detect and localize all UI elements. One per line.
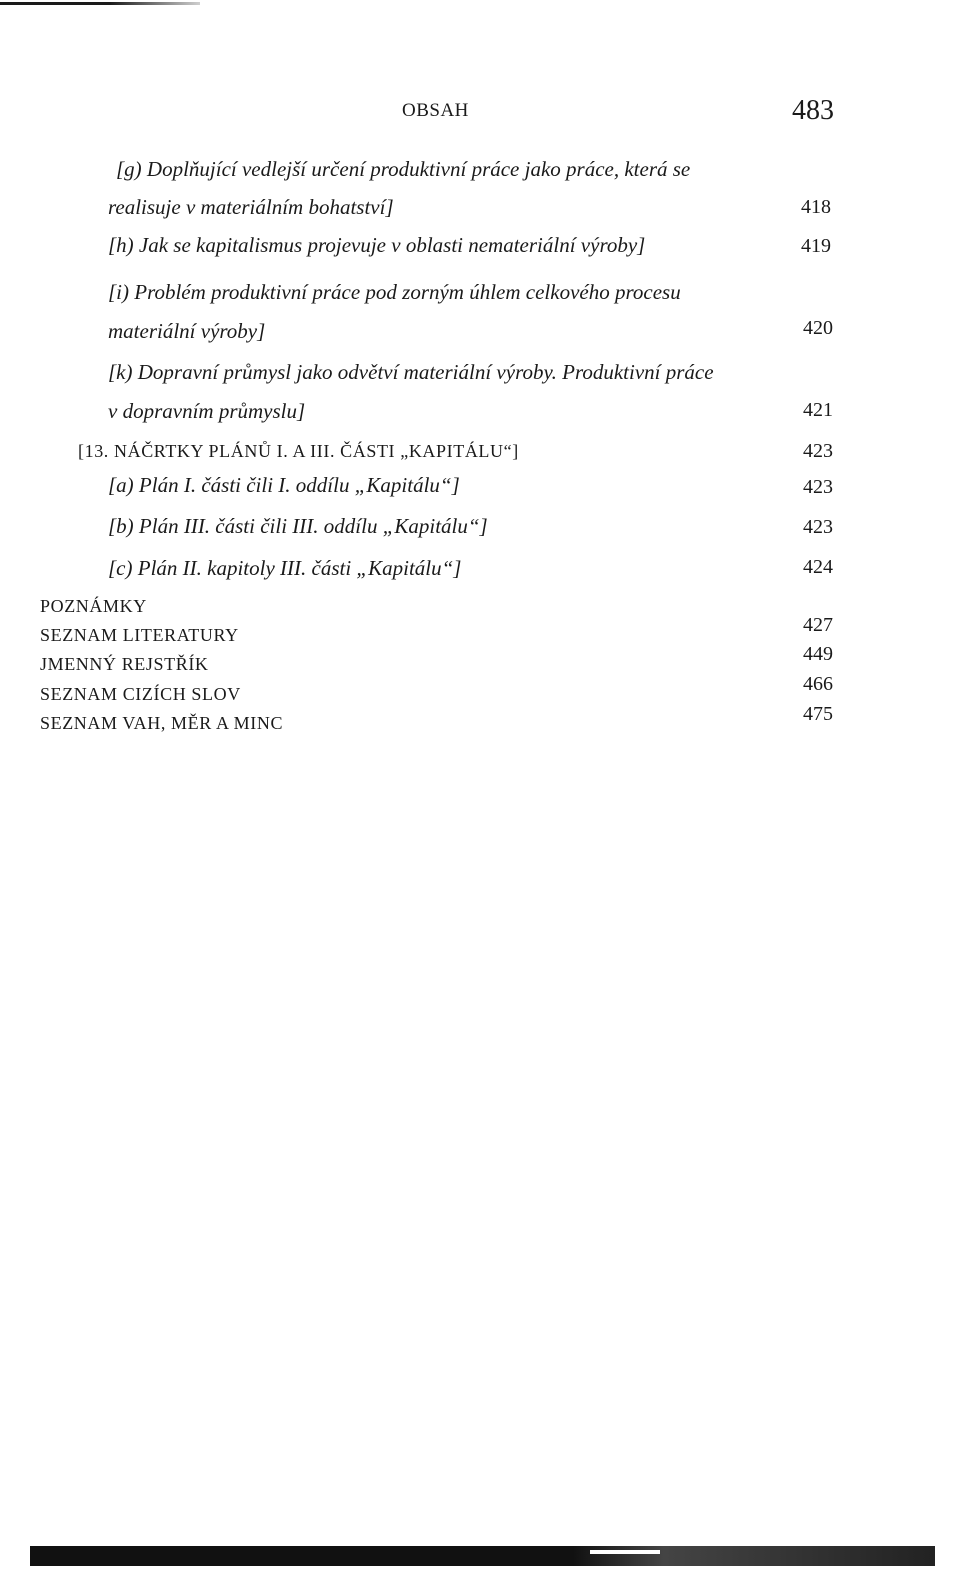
toc-entry-i-line1: [i) Problém produktivní práce pod zorným úhlem celkového procesu [108, 280, 681, 304]
toc-entry-h-page: 419 [801, 235, 831, 257]
toc-entry-a-line: [a) Plán I. části čili I. oddílu „Kapitálu“] [108, 473, 460, 497]
back-matter-label-literatura: SEZNAM LITERATURY [40, 625, 239, 645]
toc-entry-k-page: 421 [803, 399, 833, 421]
toc-entry-k-line1: [k) Dopravní průmysl jako odvětví materiální výroby. Produktivní práce [108, 360, 714, 384]
back-matter-page-rejstrik: 466 [803, 673, 833, 695]
toc-section-13-page: 423 [803, 440, 833, 462]
toc-entry-g-line2: realisuje v materiálním bohatství] [108, 195, 394, 219]
toc-entry-b-page: 423 [803, 516, 833, 538]
toc-entry-b-line: [b) Plán III. části čili III. oddílu „Kapitálu“] [108, 514, 488, 538]
back-matter-page-poznamky: 427 [803, 614, 833, 636]
page-number: 483 [792, 95, 834, 126]
scan-bottom-edge [30, 1546, 935, 1566]
toc-section-13: [13. NÁČRTKY PLÁNŮ I. A III. ČÁSTI „KAPITÁLU“] [78, 441, 519, 461]
toc-entry-h-line1: [h) Jak se kapitalismus projevuje v oblasti nemateriální výroby] [108, 233, 646, 257]
toc-entry-g-line1: [g) Doplňující vedlejší určení produktivní práce jako práce, která se [116, 157, 691, 181]
back-matter-page-cizi-slova: 475 [803, 703, 833, 725]
toc-entry-i-line2: materiální výroby] [108, 319, 266, 343]
toc-entry-k-line2: v dopravním průmyslu] [108, 399, 306, 423]
toc-entry-c-line: [c) Plán II. kapitoly III. části „Kapitálu“] [108, 556, 462, 580]
toc-entry-c-page: 424 [803, 556, 833, 578]
toc-entry-g-page: 418 [801, 196, 831, 218]
back-matter-page-literatura: 449 [803, 643, 833, 665]
back-matter-label-poznamky: POZNÁMKY [40, 596, 147, 616]
back-matter-label-rejstrik: JMENNÝ REJSTŘÍK [40, 654, 209, 674]
toc-entry-a-page: 423 [803, 476, 833, 498]
back-matter-label-vahy-miry: SEZNAM VAH, MĚR A MINC [40, 713, 284, 733]
back-matter-label-cizi-slova: SEZNAM CIZÍCH SLOV [40, 684, 241, 704]
running-header-title: OBSAH [402, 100, 469, 121]
scan-top-rule [0, 2, 200, 5]
scan-bottom-edge-gap [590, 1550, 660, 1554]
toc-entry-i-page: 420 [803, 317, 833, 339]
